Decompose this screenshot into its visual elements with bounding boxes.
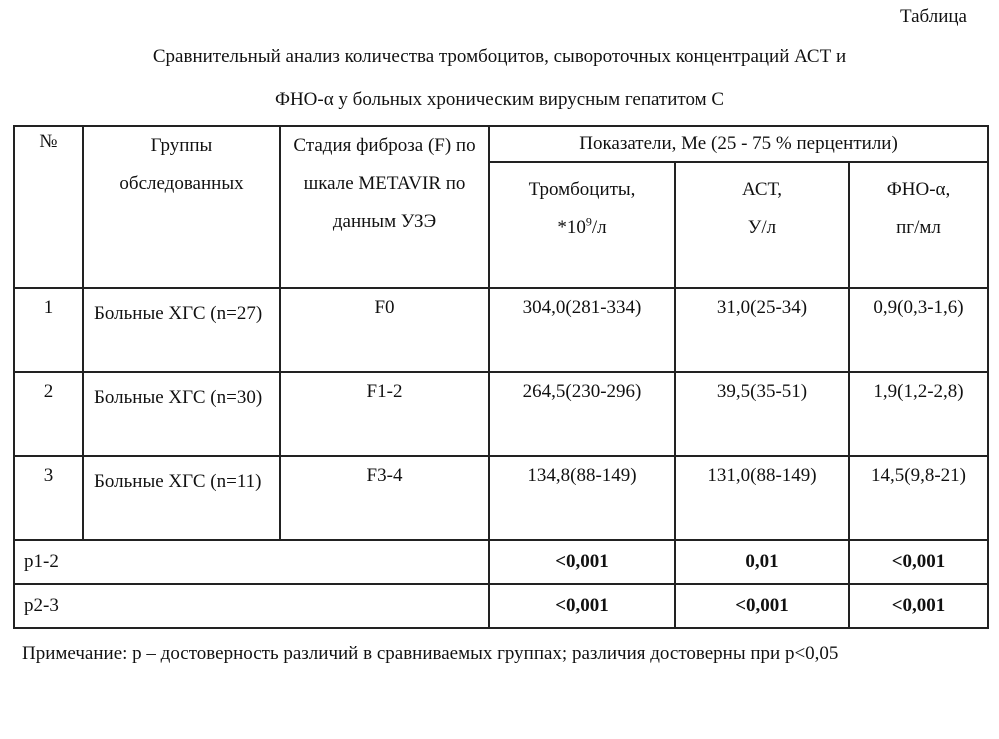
platelets-unit-prefix: *10 xyxy=(557,217,586,238)
header-group: Группы обследованных xyxy=(83,126,280,288)
row-platelets: 304,0(281-334) xyxy=(489,288,675,372)
row-ast: 31,0(25-34) xyxy=(675,288,849,372)
comparison-table xyxy=(13,125,989,629)
row-tnf: 0,9(0,3-1,6) xyxy=(849,288,988,372)
header-ast-unit: У/л xyxy=(747,217,777,238)
header-num: № xyxy=(14,126,83,288)
header-fibrosis-stage: Стадия фиброза (F) по шкале METAVIR по данным УЗЭ xyxy=(280,126,489,288)
header-indicators: Показатели, Ме (25 - 75 % перцентили) xyxy=(489,126,988,162)
row-ast: 39,5(35-51) xyxy=(675,372,849,456)
header-platelets-label: Тромбоциты, xyxy=(528,179,636,200)
pvalue-ast: 0,01 xyxy=(675,540,849,584)
pvalue-tnf: <0,001 xyxy=(849,584,988,628)
row-stage: F0 xyxy=(280,288,489,372)
pvalue-tnf: <0,001 xyxy=(849,540,988,584)
row-number: 1 xyxy=(14,288,83,372)
header-platelets xyxy=(489,162,675,288)
row-group: Больные ХГС (n=11) xyxy=(83,456,280,540)
table-title-line-2: ФНО-α у больных хроническим вирусным гепатитом С xyxy=(274,89,725,110)
row-platelets: 134,8(88-149) xyxy=(489,456,675,540)
platelets-unit-exponent: 9 xyxy=(585,214,592,229)
row-group: Больные ХГС (n=27) xyxy=(83,288,280,372)
row-stage: F1-2 xyxy=(280,372,489,456)
row-number: 2 xyxy=(14,372,83,456)
header-ast xyxy=(675,162,849,288)
pvalue-label: p2-3 xyxy=(14,584,489,628)
row-ast: 131,0(88-149) xyxy=(675,456,849,540)
pvalue-label: p1-2 xyxy=(14,540,489,584)
header-row-1 xyxy=(14,126,988,162)
table-title-line-1: Сравнительный анализ количества тромбоцитов, сывороточных концентраций АСТ и xyxy=(152,46,847,67)
platelets-unit-suffix: /л xyxy=(591,217,607,238)
row-stage: F3-4 xyxy=(280,456,489,540)
table-row xyxy=(14,456,988,540)
pvalue-row xyxy=(14,584,988,628)
row-platelets: 264,5(230-296) xyxy=(489,372,675,456)
table-row xyxy=(14,288,988,372)
header-tnf-unit: пг/мл xyxy=(896,217,941,238)
row-tnf: 1,9(1,2-2,8) xyxy=(849,372,988,456)
table-caption-label: Таблица xyxy=(899,6,967,27)
table-row xyxy=(14,372,988,456)
row-group: Больные ХГС (n=30) xyxy=(83,372,280,456)
header-platelets-unit xyxy=(490,209,674,247)
pvalue-platelets: <0,001 xyxy=(489,584,675,628)
table-note: Примечание: р – достоверность различий в сравниваемых группах; различия достоверны при p<0,05 xyxy=(22,643,839,664)
row-number: 3 xyxy=(14,456,83,540)
pvalue-platelets: <0,001 xyxy=(489,540,675,584)
pvalue-ast: <0,001 xyxy=(675,584,849,628)
pvalue-row xyxy=(14,540,988,584)
header-ast-label: АСТ, xyxy=(742,179,782,200)
header-tnf xyxy=(849,162,988,288)
header-tnf-label: ФНО-α, xyxy=(886,179,951,200)
row-tnf: 14,5(9,8-21) xyxy=(849,456,988,540)
